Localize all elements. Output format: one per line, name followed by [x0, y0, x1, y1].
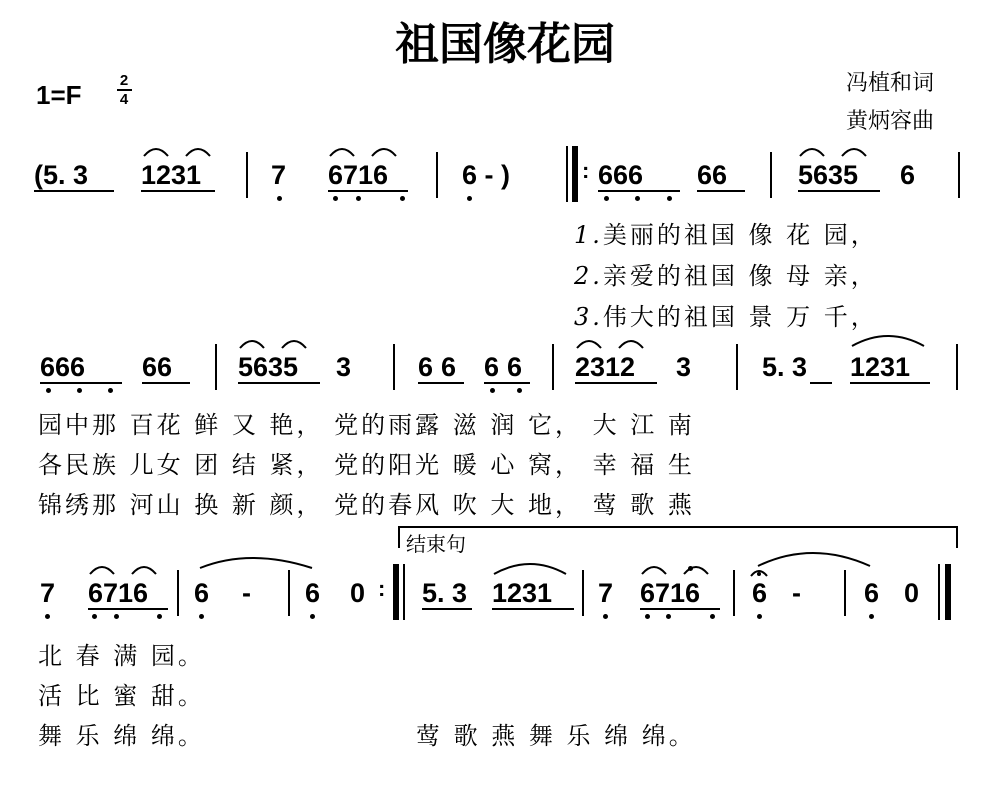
note-group: 7 [40, 578, 56, 608]
slur-mark [90, 567, 114, 574]
song-title: 祖国像花园 [395, 19, 615, 70]
note-group: 6716 [88, 578, 149, 608]
ending-label: 结束句 [406, 532, 466, 556]
note-group: 66 [697, 160, 728, 190]
key-signature: 1=F [36, 80, 82, 110]
verse-text: 亲爱的祖国 像 母 亲， [602, 262, 878, 290]
note-group: 666 [40, 352, 86, 382]
note-group: 6716 [640, 578, 701, 608]
slur-mark [684, 567, 708, 574]
lyricist-credit: 冯植和词 [846, 71, 935, 96]
slur-mark [282, 341, 306, 348]
note-group: 1231 [850, 352, 911, 382]
slur-mark [240, 341, 264, 348]
note-group: 666 [598, 160, 644, 190]
lyrics-line-2: 各民族 儿女 团 结 紧， 党的阳光 暖 心 窝， 幸 福 生 [38, 451, 695, 479]
note-group: - [242, 578, 251, 608]
slur-mark [186, 149, 210, 156]
lyrics-bottom-1: 北 春 满 园。 [38, 642, 205, 670]
note-group: 66 [418, 352, 465, 382]
verse-text: 美丽的祖国 像 花 园， [602, 221, 878, 249]
verse-text: 伟大的祖国 景 万 千， [602, 303, 878, 331]
time-sig-denominator: 4 [119, 91, 129, 108]
lyrics-bottom-3: 舞 乐 绵 绵。 [38, 722, 205, 750]
note-group: 2312 [575, 352, 636, 382]
slur-mark [619, 341, 643, 348]
note-group: - [792, 578, 801, 608]
note-group: 5. 3 [762, 352, 808, 382]
repeat-end-dots: : [378, 576, 386, 601]
note-group: 7 [271, 160, 287, 190]
slur-mark [144, 149, 168, 156]
note-group: 66 [142, 352, 173, 382]
slur-mark [577, 341, 601, 348]
verse-number: 1. [574, 221, 603, 249]
note-group: 6 [305, 578, 321, 608]
note-group: (5. 3 [34, 160, 89, 190]
slur-mark [842, 149, 866, 156]
time-sig-numerator: 2 [119, 72, 129, 89]
slur-mark [642, 567, 666, 574]
note-group: 0 [904, 578, 920, 608]
slur-mark [494, 564, 566, 574]
note-group: 6 - ) [462, 160, 511, 190]
composer-credit: 黄炳容曲 [846, 109, 935, 134]
note-group: 0 [350, 578, 366, 608]
lyrics-bottom-2: 活 比 蜜 甜。 [38, 682, 205, 710]
slur-mark [200, 558, 312, 568]
ending-lyrics: 莺 歌 燕 舞 乐 绵 绵。 [416, 722, 696, 750]
note-group: 5. 3 [422, 578, 468, 608]
note-group: 7 [598, 578, 614, 608]
note-group: 6 [900, 160, 916, 190]
slur-mark [330, 149, 354, 156]
slur-mark [758, 553, 870, 566]
note-group: 5635 [798, 160, 859, 190]
repeat-start-dots: : [582, 158, 590, 183]
slur-mark [372, 149, 396, 156]
lyrics-line-3: 锦绣那 河山 换 新 颜， 党的春风 吹 大 地， 莺 歌 燕 [38, 491, 695, 519]
slur-mark [852, 336, 924, 346]
slur-mark [800, 149, 824, 156]
note-group: 3 [676, 352, 692, 382]
note-group: 3 [336, 352, 352, 382]
note-group: 6716 [328, 160, 389, 190]
slur-mark [132, 567, 156, 574]
verse-number: 3. [574, 303, 603, 331]
note-group: 1231 [141, 160, 202, 190]
lyrics-line-1: 园中那 百花 鲜 又 艳， 党的雨露 滋 润 它， 大 江 南 [38, 411, 695, 439]
note-group: 66 [484, 352, 531, 382]
verse-number: 2. [574, 262, 603, 290]
fermata-dot [757, 572, 761, 576]
note-group: 5635 [238, 352, 299, 382]
note-group: 6 [194, 578, 210, 608]
note-group: 6 [864, 578, 880, 608]
note-group: 6 [752, 578, 768, 608]
note-group: 1231 [492, 578, 553, 608]
